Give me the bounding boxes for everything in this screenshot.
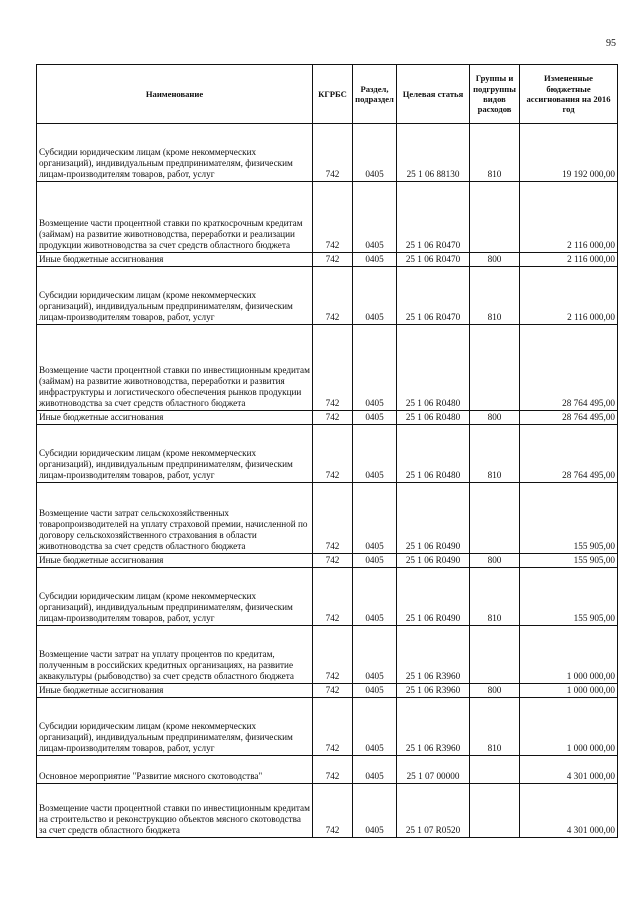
row-target: 25 1 06 R3960	[397, 626, 470, 684]
row-kgrbs: 742	[313, 684, 353, 698]
row-group	[470, 626, 520, 684]
row-name: Возмещение части затрат сельскохозяйственных товаропроизводителей на уплату страховой премии, начисленной по договору сельскохозяйственного страхования в области животноводства за счет средств областного бюджета	[37, 483, 313, 554]
row-group: 800	[470, 684, 520, 698]
row-group: 800	[470, 554, 520, 568]
row-group	[470, 182, 520, 253]
row-kgrbs: 742	[313, 756, 353, 784]
table-row	[37, 698, 618, 756]
row-amount: 28 764 495,00	[520, 425, 618, 483]
row-group: 810	[470, 568, 520, 626]
row-section: 0405	[353, 483, 397, 554]
header-groups: Группы и подгруппы видов расходов	[470, 65, 520, 124]
table-row	[37, 124, 618, 182]
header-amount: Измененные бюджетные ассигнования на 2016 год	[520, 65, 618, 124]
row-name: Иные бюджетные ассигнования	[37, 253, 313, 267]
row-target: 25 1 06 R0480	[397, 411, 470, 425]
row-kgrbs: 742	[313, 182, 353, 253]
row-group: 810	[470, 124, 520, 182]
table-row	[37, 756, 618, 784]
header-target: Целевая статья	[397, 65, 470, 124]
row-amount: 2 116 000,00	[520, 267, 618, 325]
table-row	[37, 554, 618, 568]
row-target: 25 1 06 R0490	[397, 483, 470, 554]
row-group	[470, 483, 520, 554]
table-row	[37, 626, 618, 684]
row-amount: 2 116 000,00	[520, 182, 618, 253]
row-name: Субсидии юридическим лицам (кроме некоммерческих организаций), индивидуальным предпринимателям, физическим лицам-производителям товаров, работ, услуг	[37, 698, 313, 756]
row-target: 25 1 06 R0480	[397, 425, 470, 483]
row-section: 0405	[353, 626, 397, 684]
row-section: 0405	[353, 698, 397, 756]
row-target: 25 1 06 R3960	[397, 684, 470, 698]
row-name: Иные бюджетные ассигнования	[37, 554, 313, 568]
row-kgrbs: 742	[313, 411, 353, 425]
row-name: Основное мероприятие "Развитие мясного скотоводства"	[37, 756, 313, 784]
row-name: Возмещение части затрат на уплату процентов по кредитам, полученным в российских кредитных организациях, на развитие аквакультуры (рыбоводство) за счет средств областного бюджета	[37, 626, 313, 684]
row-group: 800	[470, 411, 520, 425]
table-row	[37, 182, 618, 253]
row-section: 0405	[353, 784, 397, 838]
row-section: 0405	[353, 182, 397, 253]
header-name: Наименование	[37, 65, 313, 124]
row-section: 0405	[353, 325, 397, 411]
table-row	[37, 568, 618, 626]
row-amount: 28 764 495,00	[520, 325, 618, 411]
row-group	[470, 325, 520, 411]
table-row	[37, 411, 618, 425]
row-amount: 28 764 495,00	[520, 411, 618, 425]
row-section: 0405	[353, 124, 397, 182]
row-target: 25 1 07 00000	[397, 756, 470, 784]
table-row	[37, 325, 618, 411]
row-group: 810	[470, 425, 520, 483]
row-kgrbs: 742	[313, 267, 353, 325]
row-target: 25 1 06 R3960	[397, 698, 470, 756]
row-target: 25 1 06 R0470	[397, 182, 470, 253]
row-kgrbs: 742	[313, 784, 353, 838]
row-section: 0405	[353, 756, 397, 784]
row-target: 25 1 06 R0470	[397, 267, 470, 325]
row-section: 0405	[353, 554, 397, 568]
row-name: Субсидии юридическим лицам (кроме некоммерческих организаций), индивидуальным предпринимателям, физическим лицам-производителям товаров, работ, услуг	[37, 568, 313, 626]
row-kgrbs: 742	[313, 568, 353, 626]
row-section: 0405	[353, 425, 397, 483]
row-kgrbs: 742	[313, 425, 353, 483]
header-kgrbs: КГРБС	[313, 65, 353, 124]
row-name: Субсидии юридическим лицам (кроме некоммерческих организаций), индивидуальным предпринимателям, физическим лицам-производителям товаров, работ, услуг	[37, 425, 313, 483]
page-number: 95	[606, 38, 616, 49]
row-kgrbs: 742	[313, 483, 353, 554]
row-group: 800	[470, 253, 520, 267]
row-target: 25 1 07 R0520	[397, 784, 470, 838]
row-group	[470, 756, 520, 784]
row-kgrbs: 742	[313, 124, 353, 182]
row-amount: 155 905,00	[520, 554, 618, 568]
row-section: 0405	[353, 253, 397, 267]
row-target: 25 1 06 88130	[397, 124, 470, 182]
row-kgrbs: 742	[313, 325, 353, 411]
row-group	[470, 784, 520, 838]
row-kgrbs: 742	[313, 698, 353, 756]
row-kgrbs: 742	[313, 253, 353, 267]
row-group: 810	[470, 267, 520, 325]
row-group: 810	[470, 698, 520, 756]
row-amount: 155 905,00	[520, 483, 618, 554]
row-name: Иные бюджетные ассигнования	[37, 684, 313, 698]
row-section: 0405	[353, 568, 397, 626]
table-row	[37, 784, 618, 838]
row-amount: 2 116 000,00	[520, 253, 618, 267]
row-amount: 4 301 000,00	[520, 756, 618, 784]
row-section: 0405	[353, 411, 397, 425]
row-amount: 19 192 000,00	[520, 124, 618, 182]
header-row	[37, 65, 618, 124]
table-row	[37, 253, 618, 267]
row-target: 25 1 06 R0480	[397, 325, 470, 411]
table-row	[37, 267, 618, 325]
row-kgrbs: 742	[313, 554, 353, 568]
row-amount: 4 301 000,00	[520, 784, 618, 838]
row-name: Возмещение части процентной ставки по краткосрочным кредитам (займам) на развитие животноводства, переработки и реализации продукции животноводства за счет средств областного бюджета	[37, 182, 313, 253]
header-section: Раздел, подраздел	[353, 65, 397, 124]
row-target: 25 1 06 R0470	[397, 253, 470, 267]
budget-table	[36, 64, 618, 838]
table-row	[37, 483, 618, 554]
row-name: Иные бюджетные ассигнования	[37, 411, 313, 425]
row-section: 0405	[353, 267, 397, 325]
row-target: 25 1 06 R0490	[397, 554, 470, 568]
table-row	[37, 425, 618, 483]
row-amount: 1 000 000,00	[520, 698, 618, 756]
row-target: 25 1 06 R0490	[397, 568, 470, 626]
row-name: Субсидии юридическим лицам (кроме некоммерческих организаций), индивидуальным предпринимателям, физическим лицам-производителям товаров, работ, услуг	[37, 124, 313, 182]
row-amount: 1 000 000,00	[520, 684, 618, 698]
row-name: Возмещение части процентной ставки по инвестиционным кредитам на строительство и реконструкцию объектов мясного скотоводства за счет средств областного бюджета	[37, 784, 313, 838]
row-amount: 155 905,00	[520, 568, 618, 626]
table-row	[37, 684, 618, 698]
row-name: Субсидии юридическим лицам (кроме некоммерческих организаций), индивидуальным предпринимателям, физическим лицам-производителям товаров, работ, услуг	[37, 267, 313, 325]
row-name: Возмещение части процентной ставки по инвестиционным кредитам (займам) на развитие животноводства, переработки и развития инфраструктуры и логистического обеспечения рынков продукции животноводства за счет средств областного бюджета	[37, 325, 313, 411]
row-kgrbs: 742	[313, 626, 353, 684]
row-amount: 1 000 000,00	[520, 626, 618, 684]
row-section: 0405	[353, 684, 397, 698]
